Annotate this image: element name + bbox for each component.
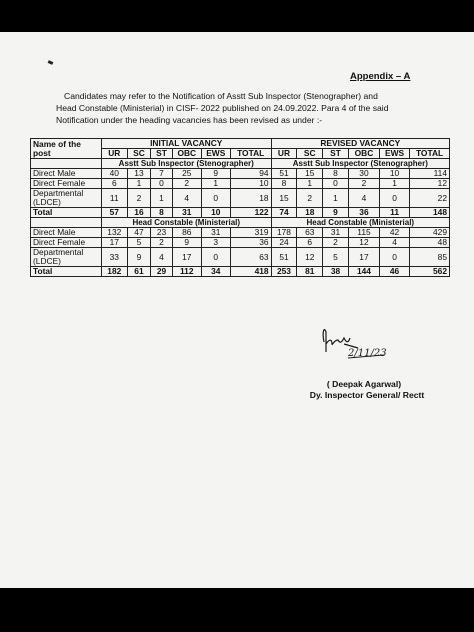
initial-value-cell: 13 — [127, 169, 151, 179]
post-name-header: Name of the post — [31, 139, 102, 159]
initial-value-cell: 86 — [172, 228, 201, 238]
revised-value-cell: 562 — [410, 267, 450, 277]
table-row — [31, 248, 450, 267]
initial-vacancy-header: INITIAL VACANCY — [101, 139, 271, 149]
revised-value-cell: 5 — [323, 248, 349, 267]
column-header: EWS — [201, 149, 230, 159]
initial-value-cell: 0 — [201, 248, 230, 267]
initial-value-cell: 10 — [201, 208, 230, 218]
revised-value-cell: 4 — [348, 189, 379, 208]
stray-mark — [48, 60, 54, 65]
section-title-row — [31, 218, 450, 228]
post-name-cell: Direct Female — [31, 238, 102, 248]
revised-value-cell: 24 — [271, 238, 297, 248]
revised-value-cell: 2 — [297, 189, 323, 208]
revised-value-cell: 11 — [380, 208, 410, 218]
revised-value-cell: 10 — [380, 169, 410, 179]
document-page — [0, 32, 474, 588]
initial-value-cell: 33 — [101, 248, 127, 267]
signer-designation: Dy. Inspector General/ Rectt — [309, 390, 425, 400]
table-row — [31, 228, 450, 238]
initial-value-cell: 9 — [127, 248, 151, 267]
initial-value-cell: 122 — [230, 208, 271, 218]
section-title-row — [31, 159, 450, 169]
column-header: SC — [297, 149, 323, 159]
initial-value-cell: 9 — [201, 169, 230, 179]
post-name-cell: Direct Male — [31, 169, 102, 179]
initial-value-cell: 0 — [151, 179, 172, 189]
column-header: UR — [101, 149, 127, 159]
section-title-initial: Head Constable (Ministerial) — [101, 218, 271, 228]
revised-value-cell: 0 — [380, 248, 410, 267]
revised-value-cell: 9 — [323, 208, 349, 218]
revised-value-cell: 15 — [297, 169, 323, 179]
revised-value-cell: 144 — [348, 267, 379, 277]
section-title-revised: Asstt Sub Inspector (Stenographer) — [271, 159, 449, 169]
paragraph-line-1: Candidates may refer to the Notification of Asstt Sub Inspector (Stenographer) and — [64, 91, 378, 101]
handwritten-signature — [318, 322, 388, 362]
initial-value-cell: 7 — [151, 169, 172, 179]
table-row — [31, 179, 450, 189]
section-title-revised: Head Constable (Ministerial) — [271, 218, 449, 228]
revised-value-cell: 74 — [271, 208, 297, 218]
revised-value-cell: 46 — [380, 267, 410, 277]
post-name-cell: Departmental (LDCE) — [31, 189, 102, 208]
column-header: EWS — [380, 149, 410, 159]
paragraph-line-2: Head Constable (Ministerial) in CISF- 2022 published on 24.09.2022. Para 4 of the said — [56, 103, 389, 113]
initial-value-cell: 16 — [127, 208, 151, 218]
column-header: ST — [151, 149, 172, 159]
section-title-blank — [31, 218, 102, 228]
initial-value-cell: 182 — [101, 267, 127, 277]
initial-value-cell: 0 — [201, 189, 230, 208]
revised-value-cell: 1 — [323, 189, 349, 208]
post-name-cell: Direct Female — [31, 179, 102, 189]
initial-value-cell: 11 — [101, 189, 127, 208]
revised-value-cell: 63 — [297, 228, 323, 238]
initial-value-cell: 36 — [230, 238, 271, 248]
column-header: OBC — [172, 149, 201, 159]
column-header: OBC — [348, 149, 379, 159]
revised-value-cell: 51 — [271, 169, 297, 179]
appendix-title: Appendix – A — [350, 71, 411, 82]
revised-value-cell: 8 — [271, 179, 297, 189]
revised-value-cell: 148 — [410, 208, 450, 218]
initial-value-cell: 132 — [101, 228, 127, 238]
revised-value-cell: 115 — [348, 228, 379, 238]
table-row — [31, 238, 450, 248]
initial-value-cell: 1 — [151, 189, 172, 208]
revised-value-cell: 81 — [297, 267, 323, 277]
revised-value-cell: 2 — [348, 179, 379, 189]
revised-value-cell: 4 — [380, 238, 410, 248]
revised-value-cell: 429 — [410, 228, 450, 238]
revised-value-cell: 85 — [410, 248, 450, 267]
initial-value-cell: 8 — [151, 208, 172, 218]
signer-name: ( Deepak Agarwal) — [326, 379, 402, 389]
paragraph-line-3: Notification under the heading vacancies has been revised as under :- — [56, 115, 323, 125]
revised-value-cell: 30 — [348, 169, 379, 179]
revised-value-cell: 38 — [323, 267, 349, 277]
initial-value-cell: 25 — [172, 169, 201, 179]
total-row — [31, 267, 450, 277]
initial-value-cell: 31 — [201, 228, 230, 238]
initial-value-cell: 31 — [172, 208, 201, 218]
column-header: UR — [271, 149, 297, 159]
initial-value-cell: 2 — [172, 179, 201, 189]
column-header: ST — [323, 149, 349, 159]
revised-value-cell: 31 — [323, 228, 349, 238]
initial-value-cell: 34 — [201, 267, 230, 277]
initial-value-cell: 57 — [101, 208, 127, 218]
initial-value-cell: 319 — [230, 228, 271, 238]
post-name-cell: Total — [31, 267, 102, 277]
initial-value-cell: 63 — [230, 248, 271, 267]
revised-value-cell: 253 — [271, 267, 297, 277]
revised-value-cell: 1 — [297, 179, 323, 189]
post-name-cell: Direct Male — [31, 228, 102, 238]
revised-value-cell: 0 — [380, 189, 410, 208]
initial-value-cell: 17 — [172, 248, 201, 267]
initial-value-cell: 17 — [101, 238, 127, 248]
initial-value-cell: 9 — [172, 238, 201, 248]
revised-vacancy-header: REVISED VACANCY — [271, 139, 449, 149]
initial-value-cell: 23 — [151, 228, 172, 238]
revised-value-cell: 12 — [348, 238, 379, 248]
initial-value-cell: 1 — [201, 179, 230, 189]
intro-paragraph — [56, 90, 454, 126]
revised-value-cell: 51 — [271, 248, 297, 267]
section-title-blank — [31, 159, 102, 169]
column-header: TOTAL — [410, 149, 450, 159]
revised-value-cell: 48 — [410, 238, 450, 248]
initial-value-cell: 418 — [230, 267, 271, 277]
initial-value-cell: 40 — [101, 169, 127, 179]
revised-value-cell: 17 — [348, 248, 379, 267]
total-row — [31, 208, 450, 218]
revised-value-cell: 6 — [297, 238, 323, 248]
column-header: SC — [127, 149, 151, 159]
initial-value-cell: 2 — [127, 189, 151, 208]
initial-value-cell: 6 — [101, 179, 127, 189]
revised-value-cell: 178 — [271, 228, 297, 238]
revised-value-cell: 42 — [380, 228, 410, 238]
revised-value-cell: 12 — [297, 248, 323, 267]
initial-value-cell: 94 — [230, 169, 271, 179]
revised-value-cell: 2 — [323, 238, 349, 248]
initial-value-cell: 112 — [172, 267, 201, 277]
revised-value-cell: 0 — [323, 179, 349, 189]
revised-value-cell: 1 — [380, 179, 410, 189]
initial-value-cell: 47 — [127, 228, 151, 238]
revised-value-cell: 18 — [297, 208, 323, 218]
section-title-initial: Asstt Sub Inspector (Stenographer) — [101, 159, 271, 169]
initial-value-cell: 2 — [151, 238, 172, 248]
revised-value-cell: 15 — [271, 189, 297, 208]
post-name-cell: Total — [31, 208, 102, 218]
initial-value-cell: 61 — [127, 267, 151, 277]
revised-value-cell: 22 — [410, 189, 450, 208]
initial-value-cell: 5 — [127, 238, 151, 248]
vacancy-table — [30, 138, 450, 277]
revised-value-cell: 8 — [323, 169, 349, 179]
revised-value-cell: 36 — [348, 208, 379, 218]
revised-value-cell: 114 — [410, 169, 450, 179]
table-row — [31, 169, 450, 179]
initial-value-cell: 10 — [230, 179, 271, 189]
initial-value-cell: 1 — [127, 179, 151, 189]
initial-value-cell: 29 — [151, 267, 172, 277]
revised-value-cell: 12 — [410, 179, 450, 189]
post-name-cell: Departmental (LDCE) — [31, 248, 102, 267]
initial-value-cell: 4 — [172, 189, 201, 208]
table-row — [31, 189, 450, 208]
initial-value-cell: 4 — [151, 248, 172, 267]
header-row — [31, 139, 450, 149]
signature-date: 2/11/23 — [348, 348, 387, 359]
column-header: TOTAL — [230, 149, 271, 159]
initial-value-cell: 3 — [201, 238, 230, 248]
initial-value-cell: 18 — [230, 189, 271, 208]
